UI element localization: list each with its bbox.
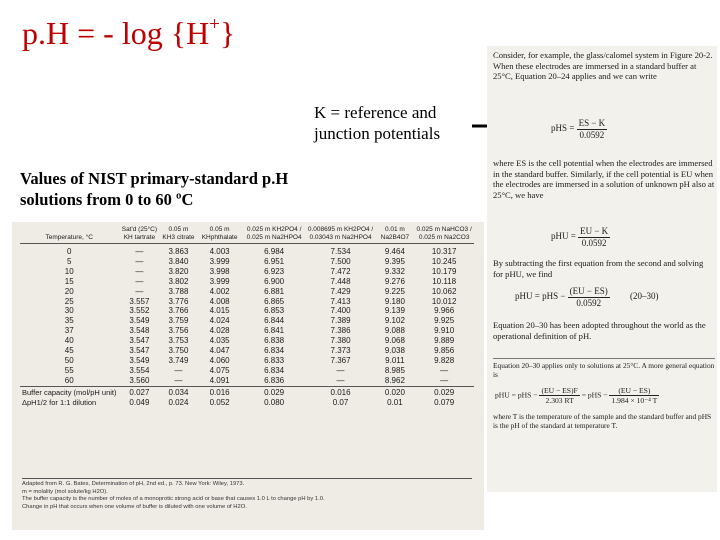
table-cell: Buffer capacity (mol/pH unit) bbox=[22, 387, 117, 397]
table-row bbox=[20, 306, 474, 316]
table-cell: 5 bbox=[67, 256, 72, 266]
table-cell: 9.925 bbox=[434, 316, 455, 326]
table-cell: 9.225 bbox=[384, 286, 405, 296]
page-paragraph-3: By subtracting the first equation from the second and solving for pHU, we find bbox=[493, 258, 704, 279]
table-note: Change in pH that occurs when one volume of buffer is diluted with one volume of H2O. bbox=[22, 503, 247, 510]
table-cell: 30 bbox=[64, 306, 74, 316]
table-cell: 0.079 bbox=[434, 397, 455, 407]
table-cell: 3.820 bbox=[168, 266, 189, 276]
table-cell: 4.003 bbox=[209, 247, 230, 256]
table-cell: 9.395 bbox=[384, 256, 405, 266]
table-cell: 6.881 bbox=[264, 286, 285, 296]
table-cell: 0.016 bbox=[197, 386, 243, 397]
table-cell: 60 bbox=[64, 375, 74, 385]
page-paragraph-4: Equation 20–30 has been adopted throughout the world as the operational definition of pH. bbox=[493, 320, 706, 341]
table-cell: 9.889 bbox=[434, 336, 455, 346]
table-cell: 3.753 bbox=[168, 336, 189, 346]
table-cell: 3.548 bbox=[129, 326, 150, 336]
table-row bbox=[20, 277, 474, 287]
table-cell: 3.759 bbox=[168, 316, 189, 326]
table-cell: — bbox=[174, 375, 183, 385]
table-cell: 9.011 bbox=[385, 355, 405, 365]
table-cell: 3.776 bbox=[168, 296, 189, 306]
table-cell: 3.999 bbox=[209, 256, 230, 266]
table-cell: 3.557 bbox=[129, 296, 150, 306]
table-cell: 3.549 bbox=[129, 316, 150, 326]
table-cell: 4.060 bbox=[209, 355, 230, 365]
table-cell: 20 bbox=[64, 286, 74, 296]
table-cell: 3.549 bbox=[129, 355, 150, 365]
table-cell: 0.027 bbox=[118, 386, 160, 397]
table-cell: 7.389 bbox=[330, 316, 351, 326]
table-cell: 6.853 bbox=[264, 306, 285, 316]
table-header-cell: 0.05 m KHphthalate bbox=[197, 224, 243, 244]
table-cell: 7.367 bbox=[330, 355, 351, 365]
table-cell: 7.500 bbox=[330, 256, 351, 266]
table-row bbox=[20, 267, 474, 277]
table-cell: 3.547 bbox=[129, 346, 150, 356]
table-cell: — bbox=[135, 276, 144, 286]
table-cell: 40 bbox=[64, 336, 74, 346]
table-cell: 6.834 bbox=[264, 346, 285, 356]
table-cell: 55 bbox=[64, 365, 74, 375]
table-cell: 4.002 bbox=[209, 286, 230, 296]
table-cell: — bbox=[135, 286, 144, 296]
table-cell: 4.091 bbox=[209, 375, 230, 385]
table-cell: 9.139 bbox=[384, 306, 405, 316]
reference-note: K = reference and junction potentials bbox=[314, 103, 441, 143]
table-cell: 6.841 bbox=[264, 326, 285, 336]
table-cell: 3.840 bbox=[168, 256, 189, 266]
table-cell: 9.102 bbox=[384, 316, 405, 326]
table-cell: 6.951 bbox=[264, 256, 285, 266]
table-cell: 9.276 bbox=[384, 276, 405, 286]
table-cell: 3.756 bbox=[168, 326, 189, 336]
table-cell: 0.020 bbox=[375, 386, 414, 397]
table-row bbox=[20, 366, 474, 376]
table-cell: 3.547 bbox=[129, 336, 150, 346]
table-cell: 4.024 bbox=[209, 316, 230, 326]
table-cell: 0.01 bbox=[387, 397, 403, 407]
table-cell: — bbox=[174, 365, 183, 375]
table-row bbox=[20, 386, 474, 397]
table-cell: 10.012 bbox=[431, 296, 457, 306]
equation-20-30: pHU = pHS − $\frac{(EU - ES)}{0.0592}$ (20–30) bbox=[515, 286, 659, 308]
table-cell: 10.179 bbox=[431, 266, 457, 276]
table-cell: 8.985 bbox=[384, 365, 405, 375]
table-cell: 3.749 bbox=[168, 355, 189, 365]
table-cell: 35 bbox=[64, 316, 74, 326]
table-cell: 7.429 bbox=[330, 286, 351, 296]
table-cell: 45 bbox=[64, 346, 74, 356]
table-cell: 6.984 bbox=[264, 247, 285, 256]
table-cell: 9.966 bbox=[434, 306, 455, 316]
textbook-page bbox=[487, 46, 717, 492]
table-cell: 7.413 bbox=[330, 296, 351, 306]
table-cell: 9.038 bbox=[384, 346, 405, 356]
table-cell: 6.900 bbox=[264, 276, 285, 286]
table-cell: 0.016 bbox=[306, 386, 376, 397]
table-note: Adapted from R. G. Bates, Determination of pH, 2nd ed., p. 73. New York: Wiley, 1973. bbox=[22, 481, 245, 487]
table-cell: 6.836 bbox=[264, 375, 285, 385]
equation-general: pHU = pHS − $\frac{(EU - ES)F}{2.303 RT}$ = pHS − $\frac{(EU - ES)}{\text{1.984 × 10⁻⁴ T}}$ bbox=[495, 386, 658, 405]
table-cell: 3.788 bbox=[168, 286, 189, 296]
table-row bbox=[20, 287, 474, 297]
table-cell: 3.554 bbox=[129, 365, 150, 375]
table-cell: 6.834 bbox=[264, 365, 285, 375]
table-cell: — bbox=[336, 365, 345, 375]
slide-title: p.H = - log {H+} bbox=[22, 14, 236, 51]
table-cell: 0.024 bbox=[168, 397, 189, 407]
table-header-row bbox=[20, 224, 474, 244]
table-cell: 6.833 bbox=[264, 355, 285, 365]
table-note: The buffer capacity is the number of moles of a monoprotic strong acid or base that causes 1.0 L to change pH by 1.0. bbox=[22, 496, 325, 503]
table-cell: 0.034 bbox=[160, 386, 196, 397]
table-cell: 4.035 bbox=[209, 336, 230, 346]
table-cell: 3.560 bbox=[129, 375, 150, 385]
table-cell: 7.400 bbox=[330, 306, 351, 316]
page-footnote-1: Equation 20–30 applies only to solutions at 25°C. A more general equation is bbox=[493, 358, 715, 379]
table-cell: 4.008 bbox=[209, 296, 230, 306]
table-header-cell: 0.025 m NaHCO3 / 0.025 m Na2CO3 bbox=[414, 224, 474, 244]
table-note: m = molality (mol solute/kg H2O). bbox=[22, 488, 108, 495]
table-cell: 4.047 bbox=[209, 346, 230, 356]
table-cell: 7.472 bbox=[330, 266, 351, 276]
table-cell: 0.080 bbox=[264, 397, 285, 407]
table-cell: 7.373 bbox=[330, 346, 351, 356]
table-cell: 0.049 bbox=[129, 397, 150, 407]
table-cell: 7.534 bbox=[330, 247, 351, 256]
table-cell: — bbox=[336, 375, 345, 385]
table-cell: 9.910 bbox=[434, 326, 455, 336]
table-cell: 7.448 bbox=[330, 276, 351, 286]
nist-caption: Values of NIST primary-standard p.H solutions from 0 to 60 ºC bbox=[20, 169, 289, 209]
table-cell: 6.838 bbox=[264, 336, 285, 346]
table-cell: 10 bbox=[64, 266, 74, 276]
table-cell: 0.029 bbox=[243, 386, 306, 397]
table-cell: 9.068 bbox=[384, 336, 405, 346]
table-cell: 37 bbox=[64, 326, 74, 336]
table-row bbox=[20, 244, 474, 257]
table-notes bbox=[22, 478, 472, 511]
table-header-cell: Sat'd (25°C) KH tartrate bbox=[118, 224, 160, 244]
table-cell: 0.07 bbox=[332, 397, 349, 407]
table-cell: 7.386 bbox=[330, 326, 351, 336]
table-row bbox=[20, 356, 474, 366]
table-cell: 10.062 bbox=[431, 286, 457, 296]
table-cell: 9.088 bbox=[384, 326, 405, 336]
table-cell: ΔpH1/2 for 1:1 dilution bbox=[22, 397, 97, 407]
table-row bbox=[20, 297, 474, 307]
table-cell: 6.865 bbox=[264, 296, 285, 306]
table-row bbox=[20, 316, 474, 326]
table-header-cell: 0.05 m KH3 citrate bbox=[160, 224, 196, 244]
page-paragraph-1: Consider, for example, the glass/calomel system in Figure 20-2. When these electrodes are immersed in a standard buffer at 25°C, Equation 20–24 applies and we can write bbox=[493, 50, 713, 82]
table-cell: 9.180 bbox=[384, 296, 405, 306]
table-cell: 3.998 bbox=[209, 266, 230, 276]
table-cell: 4.028 bbox=[209, 326, 230, 336]
page-paragraph-2: where ES is the cell potential when the electrodes are immersed in the standard buffer. Similarly, if the cell potential is EU when the electrodes are immersed in a solution of unknown pH also at 25°C, we have bbox=[493, 158, 715, 200]
nist-buffer-table bbox=[12, 222, 484, 530]
table-cell: 6.844 bbox=[264, 316, 285, 326]
equation-ph-standard: pHS = $\frac{ES - K}{0.0592}$ bbox=[551, 118, 606, 140]
table-cell: 8.962 bbox=[384, 375, 405, 385]
table-cell: — bbox=[135, 256, 144, 266]
table-cell: 4.015 bbox=[209, 306, 230, 316]
table-cell: 15 bbox=[64, 276, 74, 286]
table-cell: 0 bbox=[67, 247, 72, 256]
table-cell: 7.380 bbox=[330, 336, 351, 346]
table-row bbox=[20, 398, 474, 408]
table-cell: 6.923 bbox=[264, 266, 285, 276]
table-cell: 10.118 bbox=[432, 276, 457, 286]
table-header-cell: 0.01 m Na2B4O7 bbox=[375, 224, 414, 244]
table-cell: 3.999 bbox=[209, 276, 230, 286]
table-cell: — bbox=[440, 365, 449, 375]
table-cell: 0.029 bbox=[414, 386, 474, 397]
table-cell: — bbox=[440, 375, 449, 385]
table-cell: 9.332 bbox=[384, 266, 405, 276]
table-cell: 25 bbox=[64, 296, 74, 306]
table-row bbox=[20, 326, 474, 336]
table-cell: 9.856 bbox=[434, 346, 455, 356]
table-cell: 3.863 bbox=[168, 247, 189, 256]
table-cell: 9.464 bbox=[384, 247, 405, 256]
table-cell: 3.802 bbox=[168, 276, 189, 286]
table-cell: — bbox=[135, 247, 144, 256]
table-cell: 3.750 bbox=[168, 346, 189, 356]
table-row bbox=[20, 336, 474, 346]
table-row bbox=[20, 346, 474, 356]
table-header-cell: 0.008695 m KH2PO4 / 0.03043 m Na2HPO4 bbox=[306, 224, 376, 244]
table-cell: 10.245 bbox=[431, 256, 457, 266]
table-row bbox=[20, 257, 474, 267]
table-cell: — bbox=[135, 266, 144, 276]
table-cell: 0.052 bbox=[209, 397, 230, 407]
table-cell: 50 bbox=[64, 355, 74, 365]
table-cell: 10.317 bbox=[431, 247, 457, 256]
table-cell: 3.552 bbox=[129, 306, 150, 316]
table-cell: 4.075 bbox=[209, 365, 230, 375]
equation-ph-unknown: pHU = $\frac{EU - K}{0.0592}$ bbox=[551, 226, 609, 248]
table-row bbox=[20, 376, 474, 386]
table-header-cell: Temperature, °C bbox=[20, 224, 118, 244]
table-cell: 3.766 bbox=[168, 306, 189, 316]
table-cell: 9.828 bbox=[434, 355, 455, 365]
page-footnote-2: where T is the temperature of the sample and the standard buffer and pHS is the pH of the standard at temperature T. bbox=[493, 412, 712, 430]
table-header-cell: 0.025 m KH2PO4 / 0.025 m Na2HPO4 bbox=[243, 224, 306, 244]
